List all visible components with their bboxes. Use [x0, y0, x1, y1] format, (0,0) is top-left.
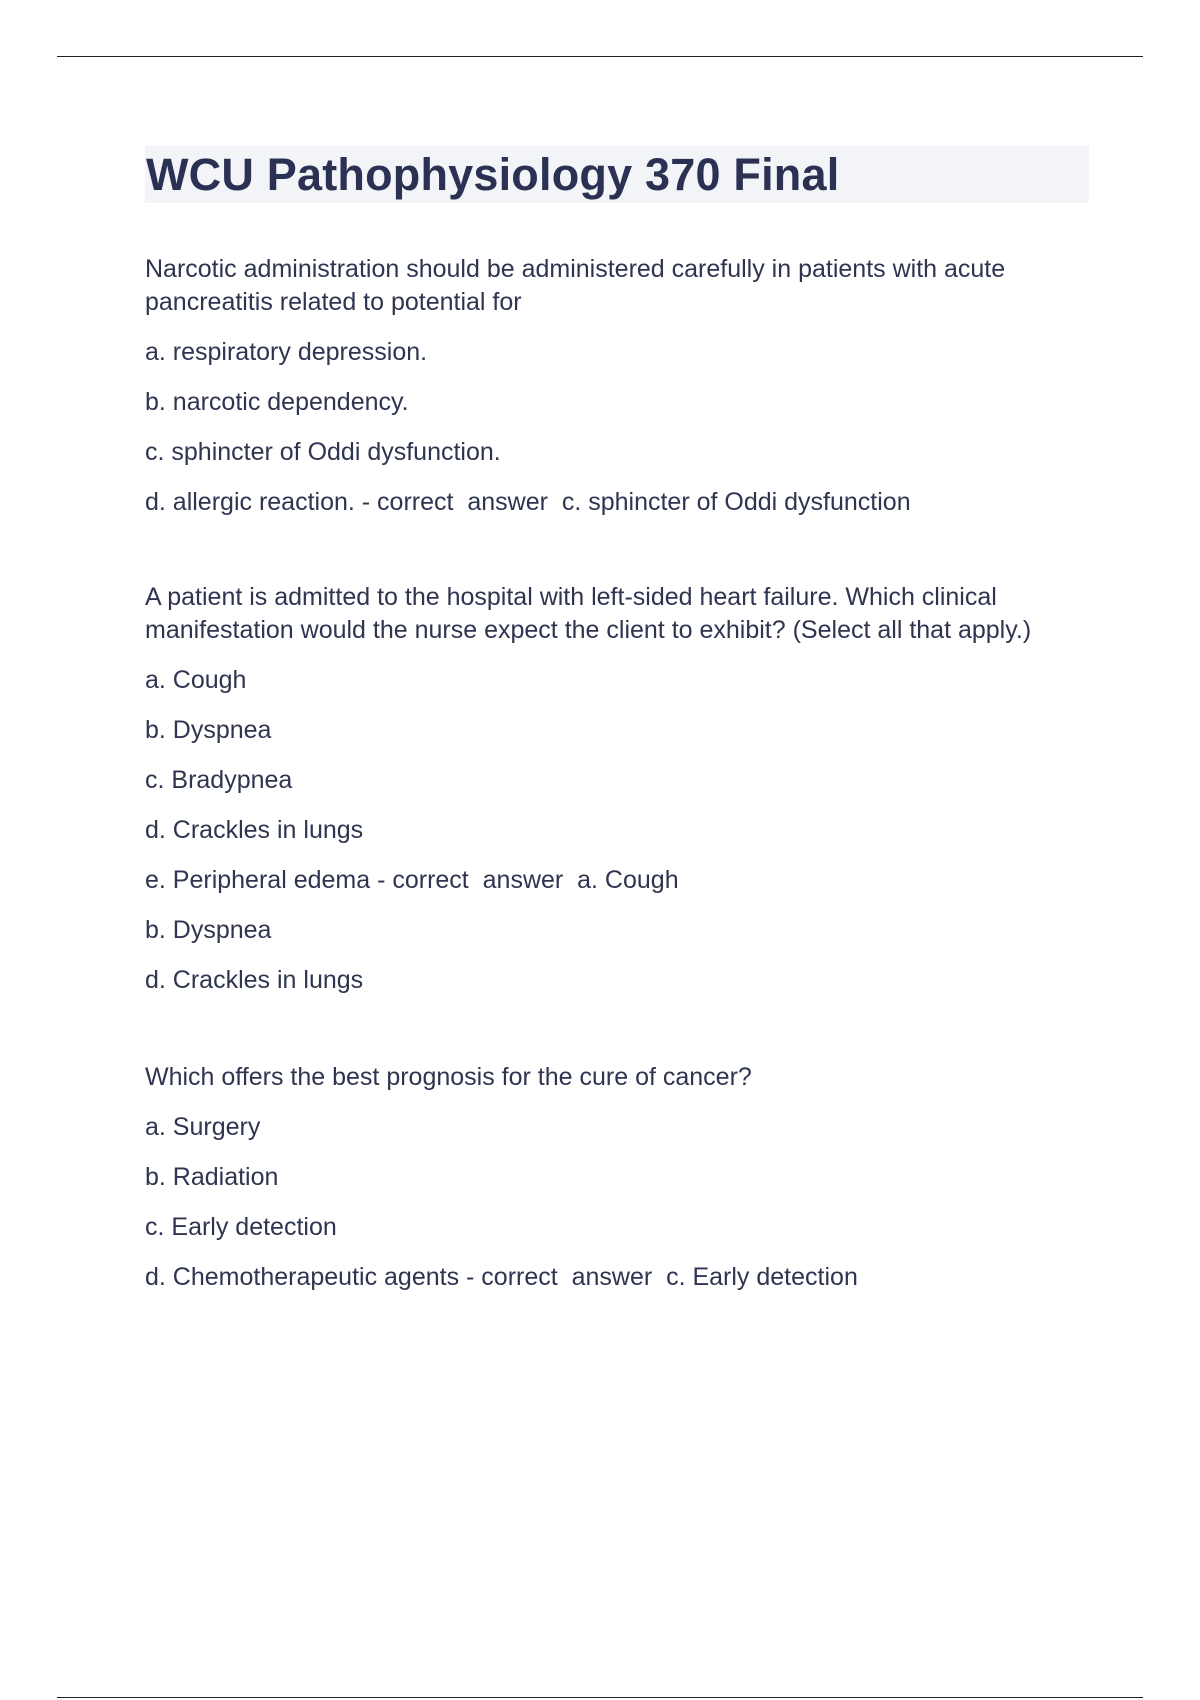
answer-key-line: d. Crackles in lungs — [145, 966, 364, 994]
title-banner — [145, 146, 1089, 203]
answer-option: a. respiratory depression. — [145, 338, 428, 366]
question-text: Narcotic administration should be administered carefully in patients with acute pancreatitis related to potential for — [145, 255, 1006, 316]
answer-option-with-key: d. Chemotherapeutic agents - correct answer c. Early detection — [145, 1263, 858, 1291]
answer-option: c. sphincter of Oddi dysfunction. — [145, 438, 501, 466]
answer-option: d. Crackles in lungs — [145, 816, 364, 844]
answer-option: c. Bradypnea — [145, 766, 293, 794]
answer-option-with-key: e. Peripheral edema - correct answer a. Cough — [145, 866, 679, 894]
question-block-2 — [145, 581, 1089, 997]
answer-option: a. Surgery — [145, 1113, 261, 1141]
question-block-3 — [145, 1061, 1089, 1294]
answer-option: c. Early detection — [145, 1213, 337, 1241]
top-rule — [57, 56, 1143, 57]
page-title: WCU Pathophysiology 370 Final — [146, 149, 840, 200]
answer-key-line: b. Dyspnea — [145, 916, 272, 944]
answer-option: b. Radiation — [145, 1163, 279, 1191]
answer-option: a. Cough — [145, 666, 247, 694]
question-block-1 — [145, 253, 1089, 519]
question-text: Which offers the best prognosis for the cure of cancer? — [145, 1063, 752, 1091]
answer-option: b. narcotic dependency. — [145, 388, 409, 416]
document-body — [145, 146, 1089, 1294]
bottom-rule — [57, 1697, 1143, 1698]
answer-option-with-key: d. allergic reaction. - correct answer c. sphincter of Oddi dysfunction — [145, 488, 911, 516]
question-text: A patient is admitted to the hospital with left-sided heart failure. Which clinical manifestation would the nurse expect the client to exhibit? (Select all that apply.) — [145, 583, 1032, 644]
answer-option: b. Dyspnea — [145, 716, 272, 744]
